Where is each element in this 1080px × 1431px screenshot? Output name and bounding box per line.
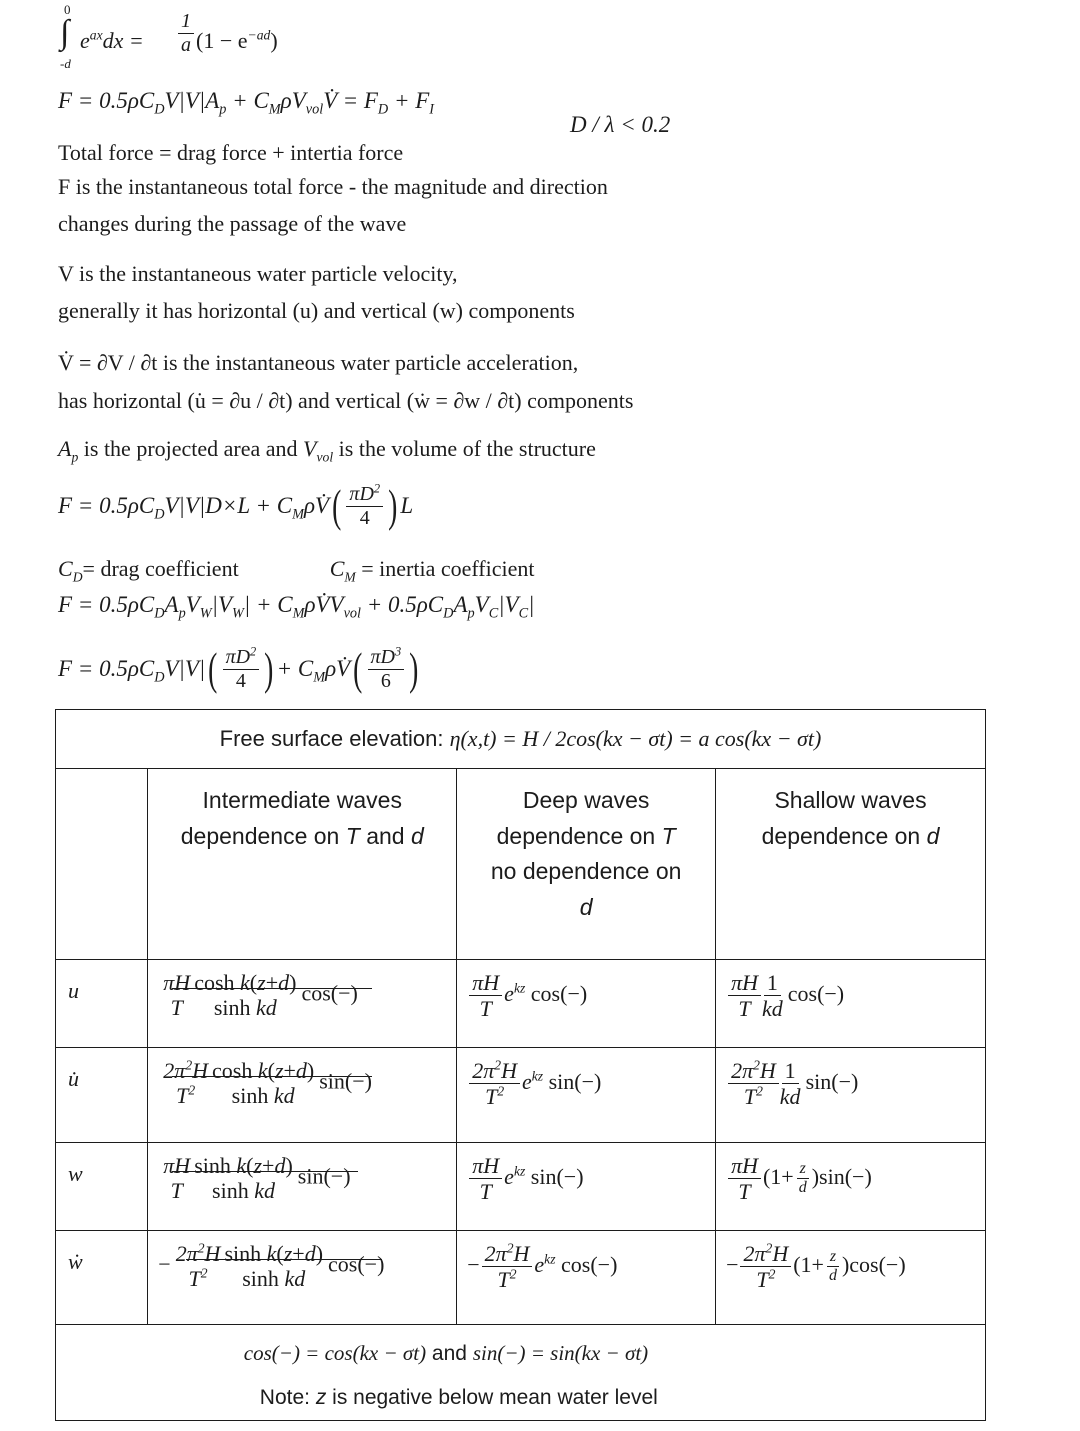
column-title: Intermediate waves <box>202 787 402 813</box>
w-intermediate: πH T sinh k(z+d) sinh kd sin(−) <box>148 1143 457 1231</box>
table-header-cell <box>56 710 986 769</box>
morison-equation-sphere: $F = 0.5\rho C_DV|V|$ ( $\frac{\pi D^2}{4}$ ) + $C_M\rho V̇$ ( $\frac{\pi D^3}{6}$ ) <box>58 643 419 694</box>
morison-equation-cylinder: $F = 0.5\rho C_DV|V|D\times L$ + $C_M\rho V̇$ ( $\frac{\pi D^2}{4}$ ) L <box>58 480 414 531</box>
morison-equation-current: $F = 0.5\rho C_DA_pV_W|V_W|$ + $C_M\rho V̇V_{vol} + 0.5\rho C_DA_pV_C|V_C|$ <box>58 592 535 622</box>
column-deep <box>457 769 716 960</box>
u-intermediate: πH T cosh k(z+d) sinh kd cos(−) <box>148 960 457 1048</box>
u-dot-shallow: $\frac{2\pi^2H}{T^2}$ $\frac{1}{kd}$ sin(−) <box>716 1048 986 1143</box>
integral-lower-limit: -d <box>60 56 71 71</box>
row-label-w: w <box>56 1143 148 1231</box>
table-footer <box>148 1325 986 1421</box>
integral-body: $e^{ax}dx$ = <box>80 27 144 53</box>
column-subtitle: dependence on T and d <box>180 822 424 849</box>
empty-corner-cell <box>56 769 148 960</box>
coefficient-definitions: $C_D=$ drag coefficient $C_M$ = inertia coefficient <box>58 556 535 585</box>
row-label-u: u <box>56 960 148 1048</box>
column-title: Shallow waves <box>774 787 927 813</box>
u-dot-deep: $\frac{2\pi^2H}{T^2}$ $e^{kz}$ sin(−) <box>457 1048 716 1143</box>
wave-kinematics-table <box>55 709 986 1421</box>
u-deep: $\frac{\pi H}{T}$ $e^{kz}$ cos(−) <box>457 960 716 1048</box>
total-force-text: Total force = drag force + intertia force <box>58 140 404 165</box>
integral-fraction: $\frac{1}{a}$ <box>178 10 194 57</box>
instantaneous-force-line-1: F is the instantaneous total force - the magnitude and direction <box>58 174 608 199</box>
integral-result: $(1 - e^{-ad})$ <box>196 27 278 53</box>
w-deep: $\frac{\pi H}{T}$ $e^{kz}$ sin(−) <box>457 1143 716 1231</box>
w-dot-deep: − $\frac{2\pi^2H}{T^2}$ $e^{kz}$ cos(−) <box>457 1231 716 1325</box>
empty-footer-left <box>56 1325 148 1421</box>
morison-equation-general: $F = 0.5\rho C_DV|V|A_p$ + $C_M\rho V_{vol}V̇ = F_D + F_I$ <box>58 88 435 118</box>
w-shallow: $\frac{\pi H}{T}$ (1+ $\frac{z}{d}$ )sin(−) <box>716 1143 986 1231</box>
footer-note: Note: z is negative below mean water level <box>259 1386 658 1410</box>
velocity-line-1: V is the instantaneous water particle velocity, <box>58 261 458 286</box>
column-intermediate <box>148 769 457 960</box>
table-header-label: Free surface elevation: <box>219 726 450 751</box>
integral-formula <box>58 2 318 70</box>
row-label-u-dot: u̇ <box>56 1048 148 1143</box>
acceleration-line-2: has horizontal (u̇ = ∂u / ∂t) and vertical (ẇ = ∂w / ∂t) components <box>58 388 634 413</box>
instantaneous-force-line-2: changes during the passage of the wave <box>58 211 407 236</box>
integral-upper-limit: 0 <box>64 2 71 17</box>
w-dot-intermediate: − $2\pi^2H$ $T^2$ sinh k(z+d) sinh kd cos(−) <box>148 1231 457 1325</box>
integral-sign: ∫ <box>60 14 70 51</box>
footer-definitions: cos(−) = cos(kx − σt) and sin(−) = sin(kx − σt) <box>243 1341 649 1365</box>
free-surface-equation: η(x,t) = H / 2cos(kx − σt) = a cos(kx − σt) <box>449 726 822 751</box>
velocity-line-2: generally it has horizontal (u) and vertical (w) components <box>58 298 575 323</box>
row-label-w-dot: ẇ <box>56 1231 148 1325</box>
area-volume-text: $A_p$ is the projected area and $V_{vol}$ is the volume of the structure <box>58 436 596 465</box>
u-dot-intermediate: $2\pi^2H$ $T^2$ cosh k(z+d) sinh kd sin(−) <box>148 1048 457 1143</box>
column-subtitle: dependence on T no dependence on d <box>490 822 682 920</box>
column-subtitle: dependence on d <box>761 822 940 849</box>
u-shallow: $\frac{\pi H}{T}$ $\frac{1}{kd}$ cos(−) <box>716 960 986 1048</box>
column-title: Deep waves <box>522 787 650 813</box>
diffraction-condition: D / λ < 0.2 <box>570 112 671 137</box>
w-dot-shallow: − $\frac{2\pi^2H}{T^2}$ (1+ $\frac{z}{d}$ )cos(−) <box>716 1231 986 1325</box>
acceleration-line-1: V̇ = ∂V / ∂t is the instantaneous water particle acceleration, <box>58 350 579 375</box>
column-shallow <box>716 769 986 960</box>
